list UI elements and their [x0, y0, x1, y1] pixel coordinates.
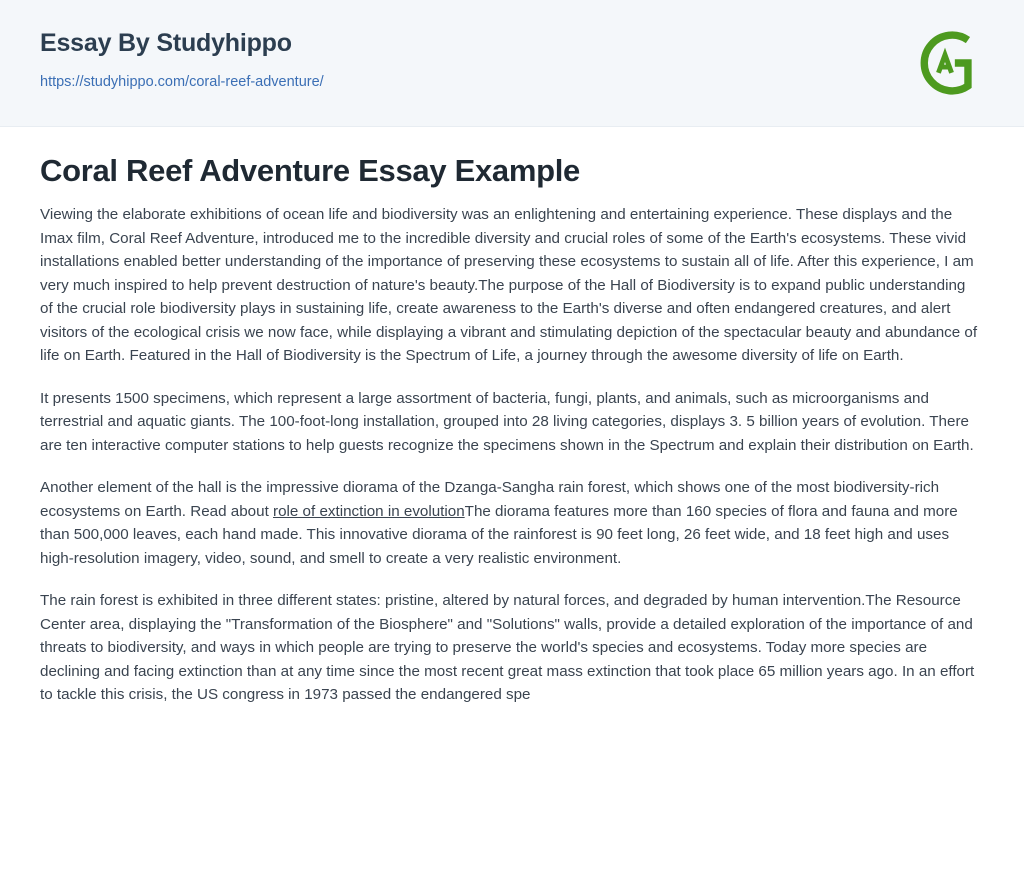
site-url-link[interactable]: https://studyhippo.com/coral-reef-adventure/ [40, 74, 324, 90]
page-title: Coral Reef Adventure Essay Example [40, 153, 580, 188]
paragraph-3-text-before: Another element of the hall is the impressive diorama of the Dzanga-Sangha rain forest, which shows one of the most biodiversity-rich ecosystems on Earth. Read about [40, 479, 940, 520]
studyhippo-logo-icon [904, 22, 986, 104]
site-header [0, 0, 1024, 127]
paragraph-2: It presents 1500 specimens, which represent a large assortment of bacteria, fungi, plants, and animals, such as microorganisms and terrestrial and aquatic giants. The 100-foot-long installation, grouped into 28 living categories, displays 3. 5 billion years of evolution. There are ten interactive computer stations to help guests recognize the specimens shown in the Spectrum and explain their distribution on Earth. [40, 389, 974, 454]
paragraph-4: The rain forest is exhibited in three different states: pristine, altered by natural forces, and degraded by human intervention.The Resource Center area, displaying the "Transformation of the Biosphere" and "Solutions" walls, provide a detailed exploration of the importance of and threats to biodiversity, and ways in which people are trying to preserve the world's species and ecosystems. Today more species are declining and facing extinction than at any time since the most recent great mass extinction that took place 65 million years ago. In an effort to tackle this crisis, the US congress in 1973 passed the endangered spe [40, 592, 975, 703]
document-content [0, 127, 1024, 707]
paragraph-1: Viewing the elaborate exhibitions of ocean life and biodiversity was an enlightening and entertaining experience. These displays and the Imax film, Coral Reef Adventure, introduced me to the incredible diversity and crucial roles of some of the Earth's ecosystems. These vivid installations enabled better understanding of the importance of preserving these ecosystems to sustain all of life. After this experience, I am very much inspired to help prevent destruction of nature's beauty.The purpose of the Hall of Biodiversity is to expand public understanding of the crucial role biodiversity plays in sustaining life, create awareness to the Earth's diverse and often endangered creatures, and alert visitors of the ecological crisis we now face, while displaying a vibrant and stimulating depiction of the spectacular beauty and abundance of life on Earth. Featured in the Hall of Biodiversity is the Spectrum of Life, a journey through the awesome diversity of life on Earth. [40, 206, 978, 364]
site-title: Essay By Studyhippo [40, 29, 292, 57]
paragraph-3-text-after: The diorama features more than 160 species of flora and fauna and more than 500,000 leaves, each hand made. This innovative diorama of the rainforest is 90 feet long, 26 feet wide, and 18 feet high and uses high-resolution imagery, video, sound, and smell to create a very realistic environment. [40, 502, 958, 567]
paragraph-3 [40, 476, 982, 570]
role-of-extinction-link[interactable]: role of extinction in evolution [273, 502, 465, 520]
